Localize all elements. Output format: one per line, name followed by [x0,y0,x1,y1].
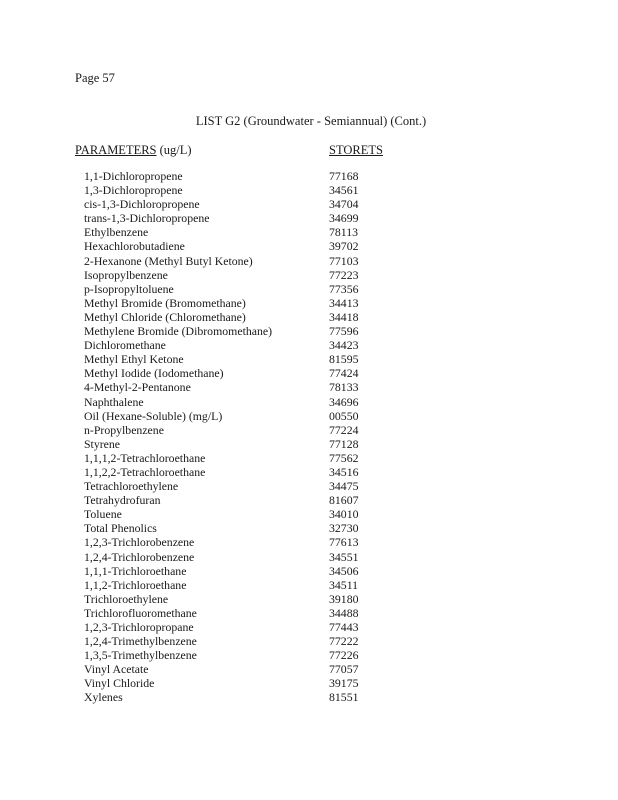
storet-code: 34418 [329,309,359,324]
parameter-name: cis-1,3-Dichloropropene [84,197,200,212]
table-row [0,380,618,394]
parameter-name: trans-1,3-Dichloropropene [84,211,210,226]
parameter-name: 1,1-Dichloropropene [84,169,183,183]
storet-code: 77424 [329,366,359,381]
storet-code: 77168 [329,169,359,183]
table-row [0,395,618,409]
table-row [0,634,618,648]
storet-code: 77356 [329,281,359,296]
storet-code: 77596 [329,324,359,339]
storet-code: 39175 [329,676,359,691]
storet-code: 34475 [329,479,359,494]
storet-code: 77562 [329,450,359,465]
table-row [0,423,618,437]
table-row [0,310,618,324]
storet-code: 77613 [329,535,359,550]
storet-code: 77057 [329,662,359,677]
parameter-name: 1,1,2,2-Tetrachloroethane [84,464,206,479]
storet-code: 77222 [329,634,359,649]
table-row [0,606,618,620]
parameter-name: Trichloroethylene [84,591,169,606]
table-row [0,479,618,493]
parameter-name: 1,3,5-Trimethylbenzene [84,648,197,663]
parameter-name: Total Phenolics [84,521,157,536]
table-row [0,268,618,282]
table-row [0,437,618,451]
storet-code: 77224 [329,422,359,437]
parameter-name: Hexachlorobutadiene [84,239,185,254]
table-row [0,197,618,211]
table-row [0,620,618,634]
parameter-name: 4-Methyl-2-Pentanone [84,380,191,395]
table-row [0,465,618,479]
table-row [0,409,618,423]
parameter-name: Methyl Ethyl Ketone [84,352,184,367]
table-row [0,550,618,564]
storet-code: 77226 [329,648,359,663]
storet-code: 77128 [329,436,359,451]
table-row [0,690,618,704]
parameter-name: Trichlorofluoromethane [84,605,197,620]
storet-code: 32730 [329,521,359,536]
storet-code: 34423 [329,338,359,353]
storet-code: 34699 [329,211,359,226]
parameter-name: 1,2,4-Trimethylbenzene [84,634,197,649]
table-row [0,324,618,338]
storet-code: 77443 [329,620,359,634]
parameter-name: p-Isopropyltoluene [84,281,174,296]
storet-code: 34704 [329,197,359,212]
storet-code: 81595 [329,352,359,367]
parameter-name: Ethylbenzene [84,225,149,240]
parameter-name: Methyl Chloride (Chloromethane) [84,309,246,324]
storets-label: STORETS [329,143,383,157]
table-row [0,338,618,352]
table-row [0,366,618,380]
storet-code: 39702 [329,239,359,254]
table-row [0,352,618,366]
parameter-name: Xylenes [84,690,123,705]
storet-code: 00550 [329,408,359,423]
storet-code: 34488 [329,605,359,620]
parameter-name: Tetrachloroethylene [84,479,179,494]
storet-code: 78133 [329,380,359,395]
parameter-name: Methyl Bromide (Bromomethane) [84,295,246,310]
table-row [0,535,618,549]
parameter-name: 1,2,3-Trichlorobenzene [84,535,195,550]
table-row [0,564,618,578]
parameter-name: n-Propylbenzene [84,422,164,437]
parameter-name: 1,3-Dichloropropene [84,183,183,198]
parameters-label: PARAMETERS [75,143,157,157]
table-row [0,225,618,239]
parameter-name: Methyl Iodide (Iodomethane) [84,366,224,381]
table-row [0,296,618,310]
parameter-name: 2-Hexanone (Methyl Butyl Ketone) [84,253,253,268]
parameter-name: Styrene [84,436,121,451]
parameter-name: 1,2,3-Trichloropropane [84,620,194,634]
parameters-unit: (ug/L) [159,143,192,157]
storet-code: 34551 [329,549,359,564]
table-row [0,282,618,296]
storet-code: 39180 [329,591,359,606]
parameter-name: Dichloromethane [84,338,166,353]
parameters-column-header [75,143,192,158]
table-row [0,211,618,225]
parameter-name: Vinyl Acetate [84,662,149,677]
parameter-name: 1,1,2-Trichloroethane [84,577,187,592]
parameter-list [0,169,618,705]
storet-code: 34413 [329,295,359,310]
storet-code: 34010 [329,507,359,522]
parameter-name: Vinyl Chloride [84,676,155,691]
parameter-name: Toluene [84,507,122,522]
table-row [0,676,618,690]
storet-code: 34561 [329,183,359,198]
storet-code: 34516 [329,464,359,479]
table-row [0,592,618,606]
parameter-name: Tetrahydrofuran [84,493,161,508]
storet-code: 34506 [329,563,359,578]
storet-code: 77103 [329,253,359,268]
parameter-name: 1,2,4-Trichlorobenzene [84,549,195,564]
list-title-text: LIST G2 (Groundwater - Semiannual) (Cont.) [195,114,427,128]
storet-code: 81607 [329,493,359,508]
parameter-name: Naphthalene [84,394,144,409]
storet-code: 78113 [329,225,359,240]
table-row [0,648,618,662]
table-row [0,254,618,268]
table-row [0,451,618,465]
parameter-name: Isopropylbenzene [84,267,168,282]
table-row [0,183,618,197]
table-row [0,662,618,676]
parameter-name: Oil (Hexane-Soluble) (mg/L) [84,408,223,423]
list-title [0,114,618,129]
storet-code: 34696 [329,394,359,409]
storet-code: 77223 [329,267,359,282]
table-row [0,578,618,592]
table-row [0,493,618,507]
parameter-name: 1,1,1,2-Tetrachloroethane [84,450,206,465]
storet-code: 81551 [329,690,359,705]
storet-code: 34511 [329,577,359,592]
storets-column-header [329,143,383,158]
table-row [0,239,618,253]
parameter-name: Methylene Bromide (Dibromomethane) [84,324,273,339]
table-row [0,169,618,183]
page-number: Page 57 [75,71,115,85]
table-row [0,507,618,521]
table-row [0,521,618,535]
parameter-name: 1,1,1-Trichloroethane [84,563,187,578]
